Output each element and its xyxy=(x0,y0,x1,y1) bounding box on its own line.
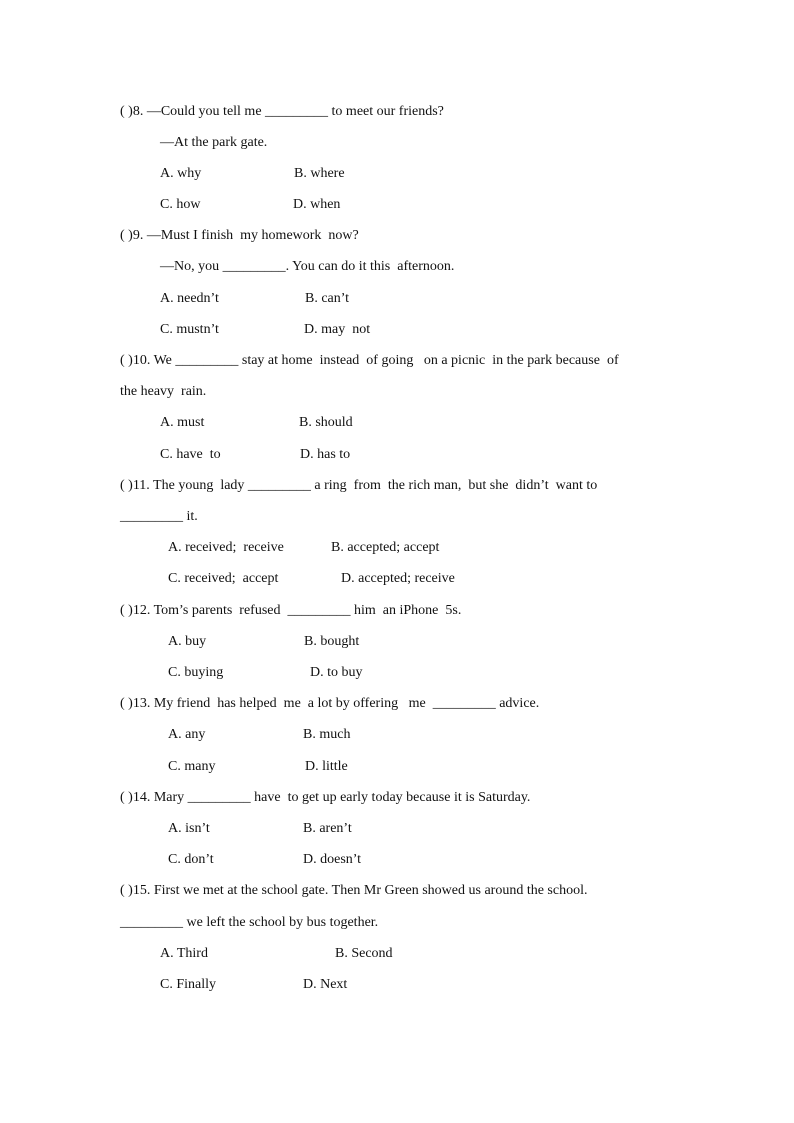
question-11: ( )11. The young lady _________ a ring from the rich man, but she didn’t want to xyxy=(120,478,598,493)
question-9-option-c: C. mustn’t xyxy=(160,322,219,337)
question-12: ( )12. Tom’s parents refused _________ him an iPhone 5s. xyxy=(120,603,462,618)
question-13-option-b: B. much xyxy=(303,727,351,742)
question-13: ( )13. My friend has helped me a lot by offering me _________ advice. xyxy=(120,696,540,711)
question-8-option-c: C. how xyxy=(160,197,201,212)
question-9-option-b: B. can’t xyxy=(305,291,350,306)
question-14: ( )14. Mary _________ have to get up early today because it is Saturday. xyxy=(120,790,531,805)
question-9-option-d: D. may not xyxy=(304,322,371,337)
question-14-option-c: C. don’t xyxy=(168,852,214,867)
question-12-option-c: C. buying xyxy=(168,665,224,680)
question-8-option-b: B. where xyxy=(294,166,345,181)
question-11-option-d: D. accepted; receive xyxy=(341,571,455,586)
question-9: ( )9. —Must I finish my homework now? xyxy=(120,228,359,243)
question-13-option-c: C. many xyxy=(168,759,216,774)
question-11-cont: _________ it. xyxy=(120,509,198,524)
question-12-option-a: A. buy xyxy=(168,634,207,649)
question-11-option-c: C. received; accept xyxy=(168,571,279,586)
question-8-reply: —At the park gate. xyxy=(160,135,268,150)
question-10-option-d: D. has to xyxy=(300,447,351,462)
question-10-cont: the heavy rain. xyxy=(120,384,207,399)
question-9-option-a: A. needn’t xyxy=(160,291,219,306)
question-9-reply: —No, you _________. You can do it this afternoon. xyxy=(160,259,455,274)
question-8-option-a: A. why xyxy=(160,166,202,181)
question-11-option-a: A. received; receive xyxy=(168,540,284,555)
question-15: ( )15. First we met at the school gate. Then Mr Green showed us around the school. xyxy=(120,883,588,898)
question-10: ( )10. We _________ stay at home instead of going on a picnic in the park because of xyxy=(120,353,619,368)
question-14-option-d: D. doesn’t xyxy=(303,852,362,867)
question-15-option-d: D. Next xyxy=(303,977,348,992)
question-15-option-b: B. Second xyxy=(335,946,393,961)
question-11-option-b: B. accepted; accept xyxy=(331,540,440,555)
question-14-option-a: A. isn’t xyxy=(168,821,210,836)
question-13-option-d: D. little xyxy=(305,759,348,774)
question-15-cont: _________ we left the school by bus together. xyxy=(120,915,379,930)
question-10-option-b: B. should xyxy=(299,415,353,430)
question-15-option-c: C. Finally xyxy=(160,977,217,992)
question-10-option-c: C. have to xyxy=(160,447,221,462)
question-14-option-b: B. aren’t xyxy=(303,821,352,836)
question-15-option-a: A. Third xyxy=(160,946,208,961)
question-8-option-d: D. when xyxy=(293,197,341,212)
question-10-option-a: A. must xyxy=(160,415,205,430)
question-12-option-b: B. bought xyxy=(304,634,360,649)
question-13-option-a: A. any xyxy=(168,727,206,742)
question-12-option-d: D. to buy xyxy=(310,665,363,680)
question-8: ( )8. —Could you tell me _________ to meet our friends? xyxy=(120,104,444,119)
